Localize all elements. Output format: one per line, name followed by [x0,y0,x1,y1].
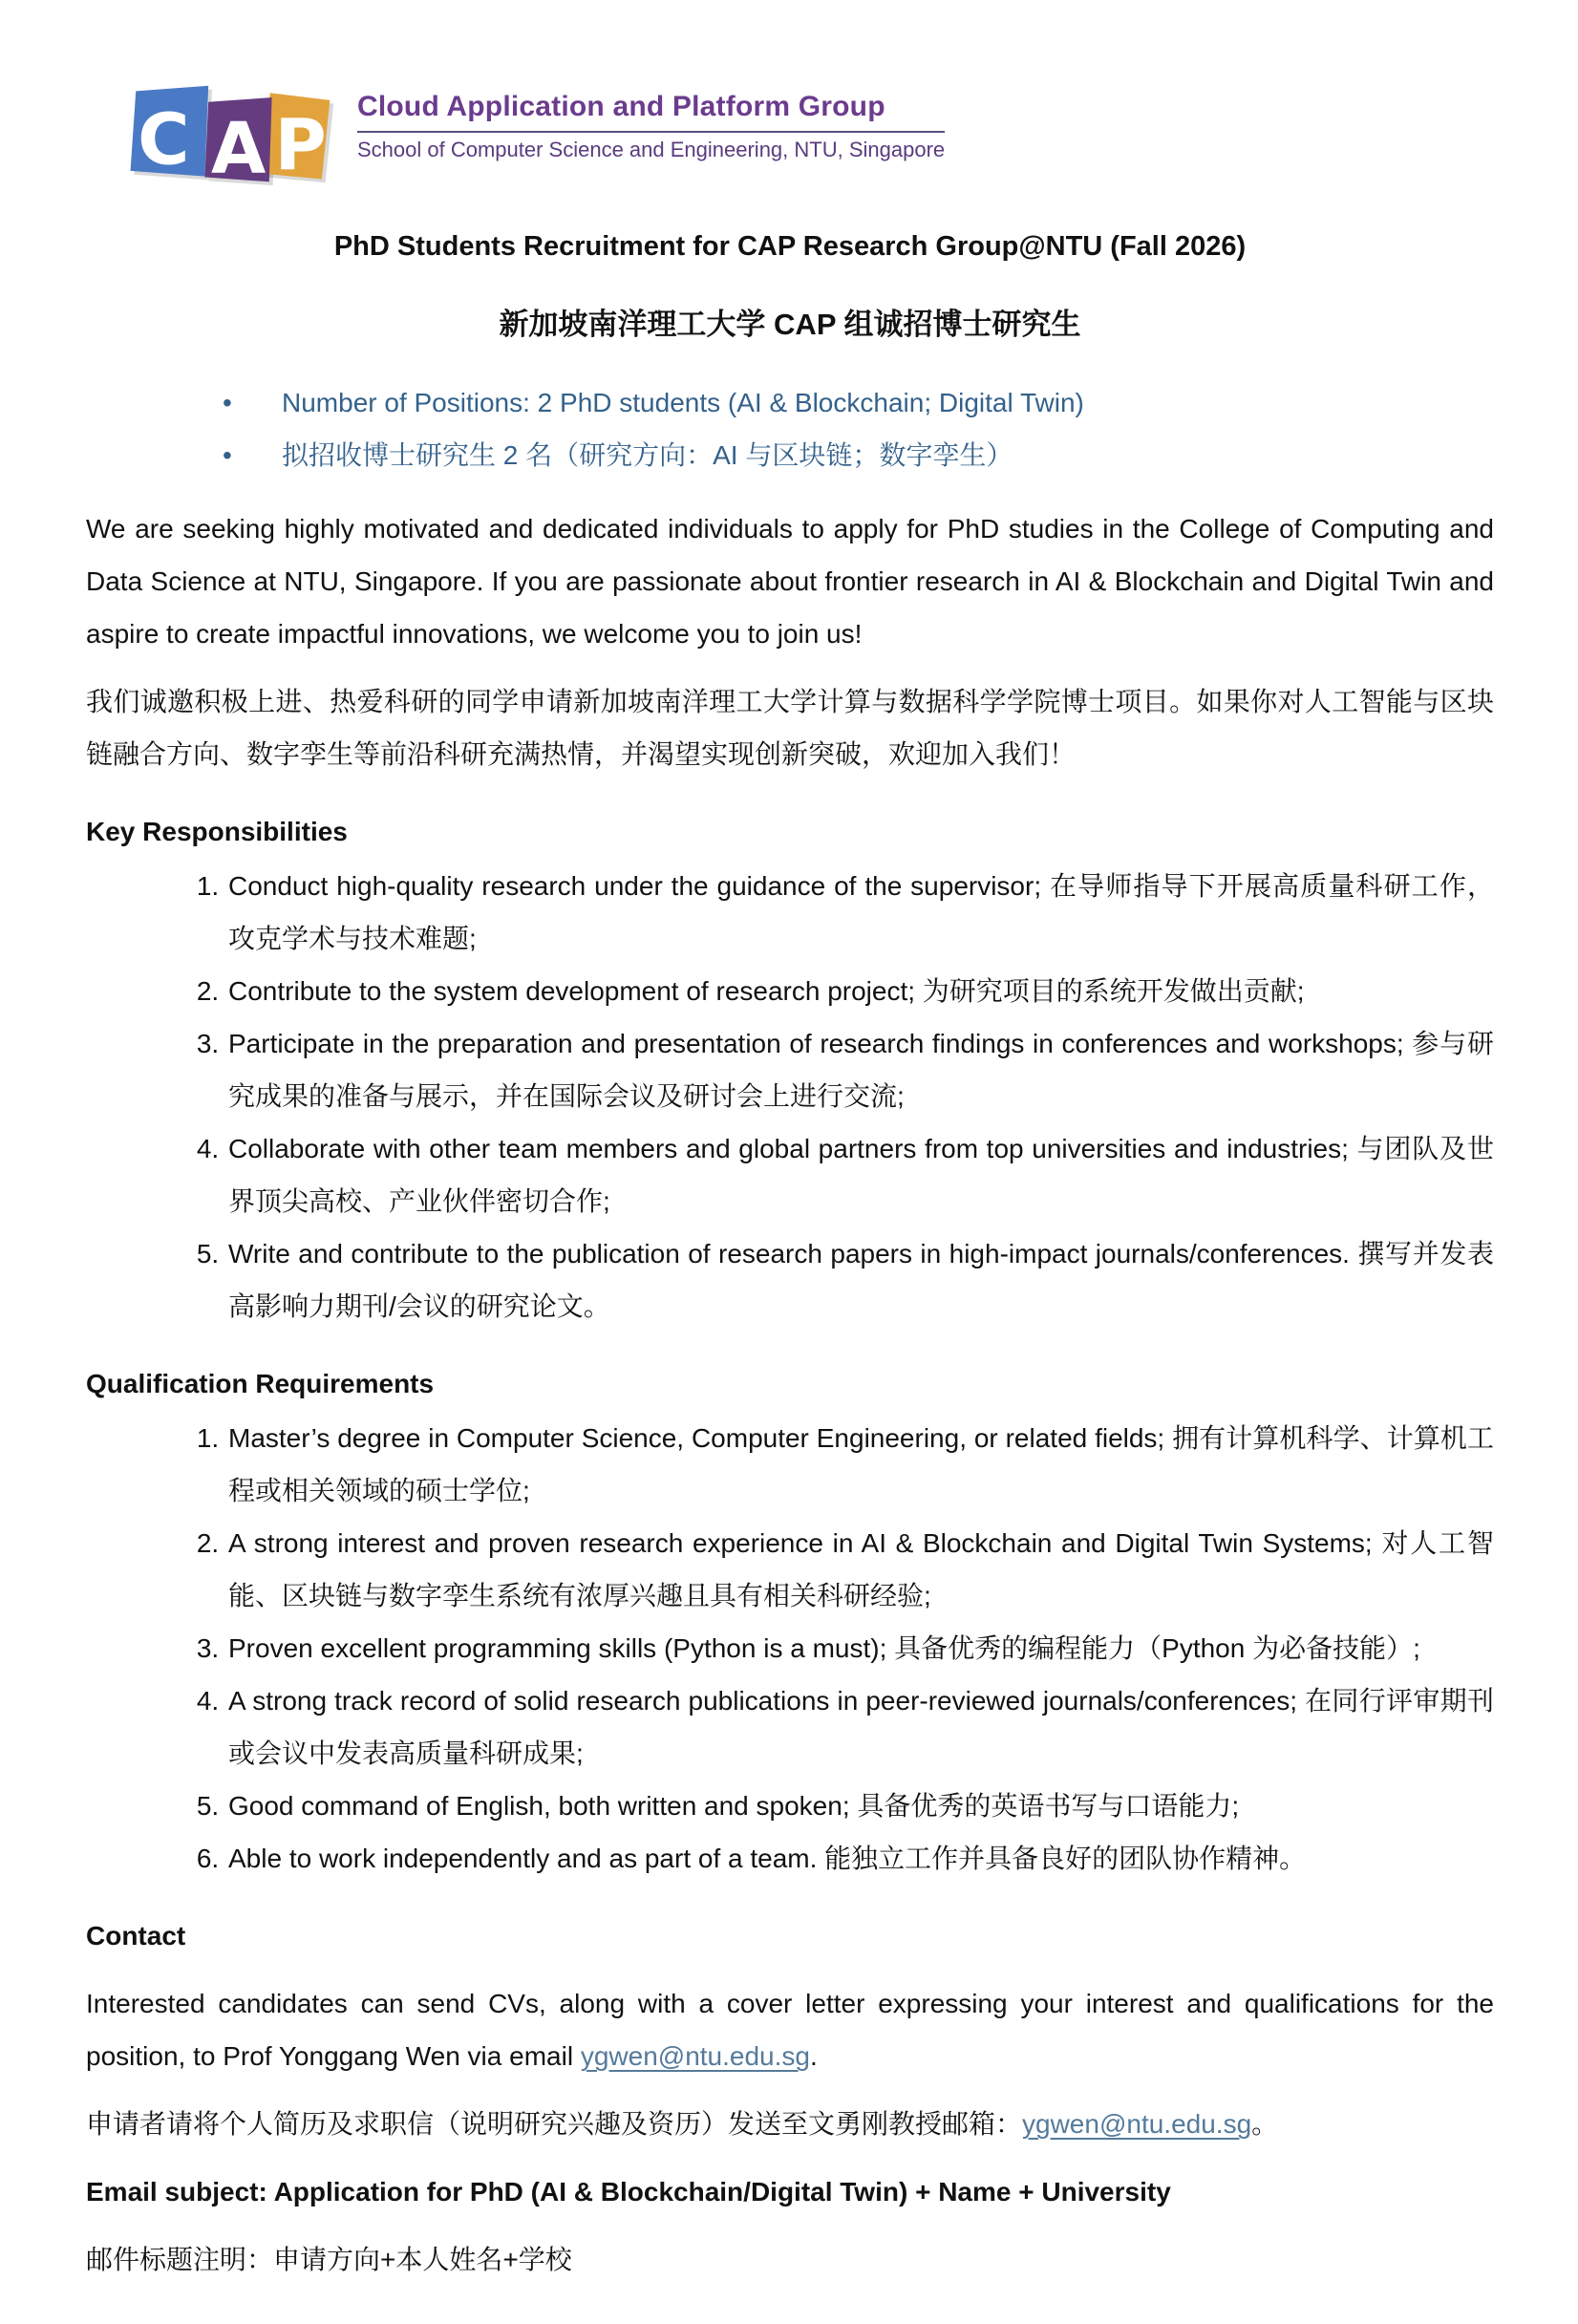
cap-logo-icon [124,80,334,187]
position-summary-list [86,376,1494,481]
email-subject-en: Email subject: Application for PhD (AI & Blockchain/Digital Twin) + Name + University [86,2177,1171,2207]
qualifications-list [86,1412,1494,1885]
responsibilities-heading: Key Responsibilities [86,817,348,846]
list-item: 3. Participate in the preparation and presentation of research findings in conferences and workshops; 参与研究成果的准备与展示，并在国际会议及研讨会上进行交流; [226,1017,1494,1122]
email-link[interactable]: ygwen@ntu.edu.sg [1022,2109,1252,2139]
bullet-icon: • [223,388,232,417]
contact-text-en: Interested candidates can send CVs, along with a cover letter expressing your interest and qualifications for the position, to Prof Yonggang Wen via email [86,1989,1494,2071]
logo-text-block [357,80,945,162]
intro-paragraph-zh: 我们诚邀积极上进、热爱科研的同学申请新加坡南洋理工大学计算与数据科学学院博士项目。如果你对人工智能与区块链融合方向、数字孪生等前沿科研充满热情，并渴望实现创新突破，欢迎加入我们！ [86,687,1494,769]
list-item: 1. Conduct high-quality research under the guidance of the supervisor; 在导师指导下开展高质量科研工作，攻克学术与技术难题; [226,860,1494,965]
svg-text:A: A [211,107,267,187]
header [124,80,1494,187]
svg-text:P: P [274,104,327,187]
org-subtitle: School of Computer Science and Engineering, NTU, Singapore [357,138,946,161]
title-english: PhD Students Recruitment for CAP Research Group@NTU (Fall 2026) [333,231,1247,262]
org-name: Cloud Application and Platform Group [357,91,885,122]
qualifications-heading: Qualification Requirements [86,1369,435,1398]
contact-paragraph-en [86,1977,1494,2082]
intro-paragraph-en: We are seeking highly motivated and dedicated individuals to apply for PhD studies in the College of Computing and Data Science at NTU, Singapore. If you are passionate about frontier research in AI & Blockchain and Digital Twin and aspire to create impactful innovations, we welcome you to join us! [86,514,1494,649]
list-item [86,429,1494,481]
list-item: 4. Collaborate with other team members and global partners from top universities and industries; 与团队及世界顶尖高校、产业伙伴密切合作; [226,1122,1494,1227]
bullet-icon: • [223,440,232,470]
org-divider [357,131,945,133]
list-item: 6. Able to work independently and as part of a team. 能独立工作并具备良好的团队协作精神。 [226,1832,1494,1885]
positions-zh: 拟招收博士研究生 2 名（研究方向：AI 与区块链；数字孪生） [282,440,1013,470]
list-item: 5. Write and contribute to the publication of research papers in high-impact journals/conferences. 撰写并发表高影响力期刊/会议的研究论文。 [226,1227,1494,1333]
title-chinese: 新加坡南洋理工大学 CAP 组诚招博士研究生 [499,308,1081,341]
positions-en: Number of Positions: 2 PhD students (AI & Blockchain; Digital Twin) [282,388,1084,417]
list-item [86,376,1494,429]
contact-heading: Contact [86,1921,186,1951]
list-item: 2. Contribute to the system development of research project; 为研究项目的系统开发做出贡献; [226,965,1494,1017]
responsibilities-list [86,860,1494,1333]
list-item: 3. Proven excellent programming skills (Python is a must); 具备优秀的编程能力（Python 为必备技能）; [226,1622,1494,1674]
email-subject-zh: 邮件标题注明：申请方向+本人姓名+学校 [86,2245,572,2274]
svg-text:C: C [138,98,190,181]
contact-text-zh: 申请者请将个人简历及求职信（说明研究兴趣及资历）发送至文勇刚教授邮箱： [86,2109,1023,2139]
contact-paragraph-zh [86,2098,1494,2150]
list-item: 2. A strong interest and proven research experience in AI & Blockchain and Digital Twin Systems; 对人工智能、区块链与数字孪生系统有浓厚兴趣且具有相关科研经验; [226,1517,1494,1622]
contact-text-en-end: . [809,2041,818,2071]
contact-text-zh-end: 。 [1251,2109,1279,2139]
list-item: 5. Good command of English, both written and spoken; 具备优秀的英语书写与口语能力; [226,1780,1494,1832]
email-link[interactable]: ygwen@ntu.edu.sg [580,2041,810,2071]
list-item: 4. A strong track record of solid research publications in peer-reviewed journals/conferences; 在同行评审期刊或会议中发表高质量科研成果; [226,1674,1494,1780]
list-item: 1. Master’s degree in Computer Science, Computer Engineering, or related fields; 拥有计算机科学、计算机工程或相关领域的硕士学位; [226,1412,1494,1517]
